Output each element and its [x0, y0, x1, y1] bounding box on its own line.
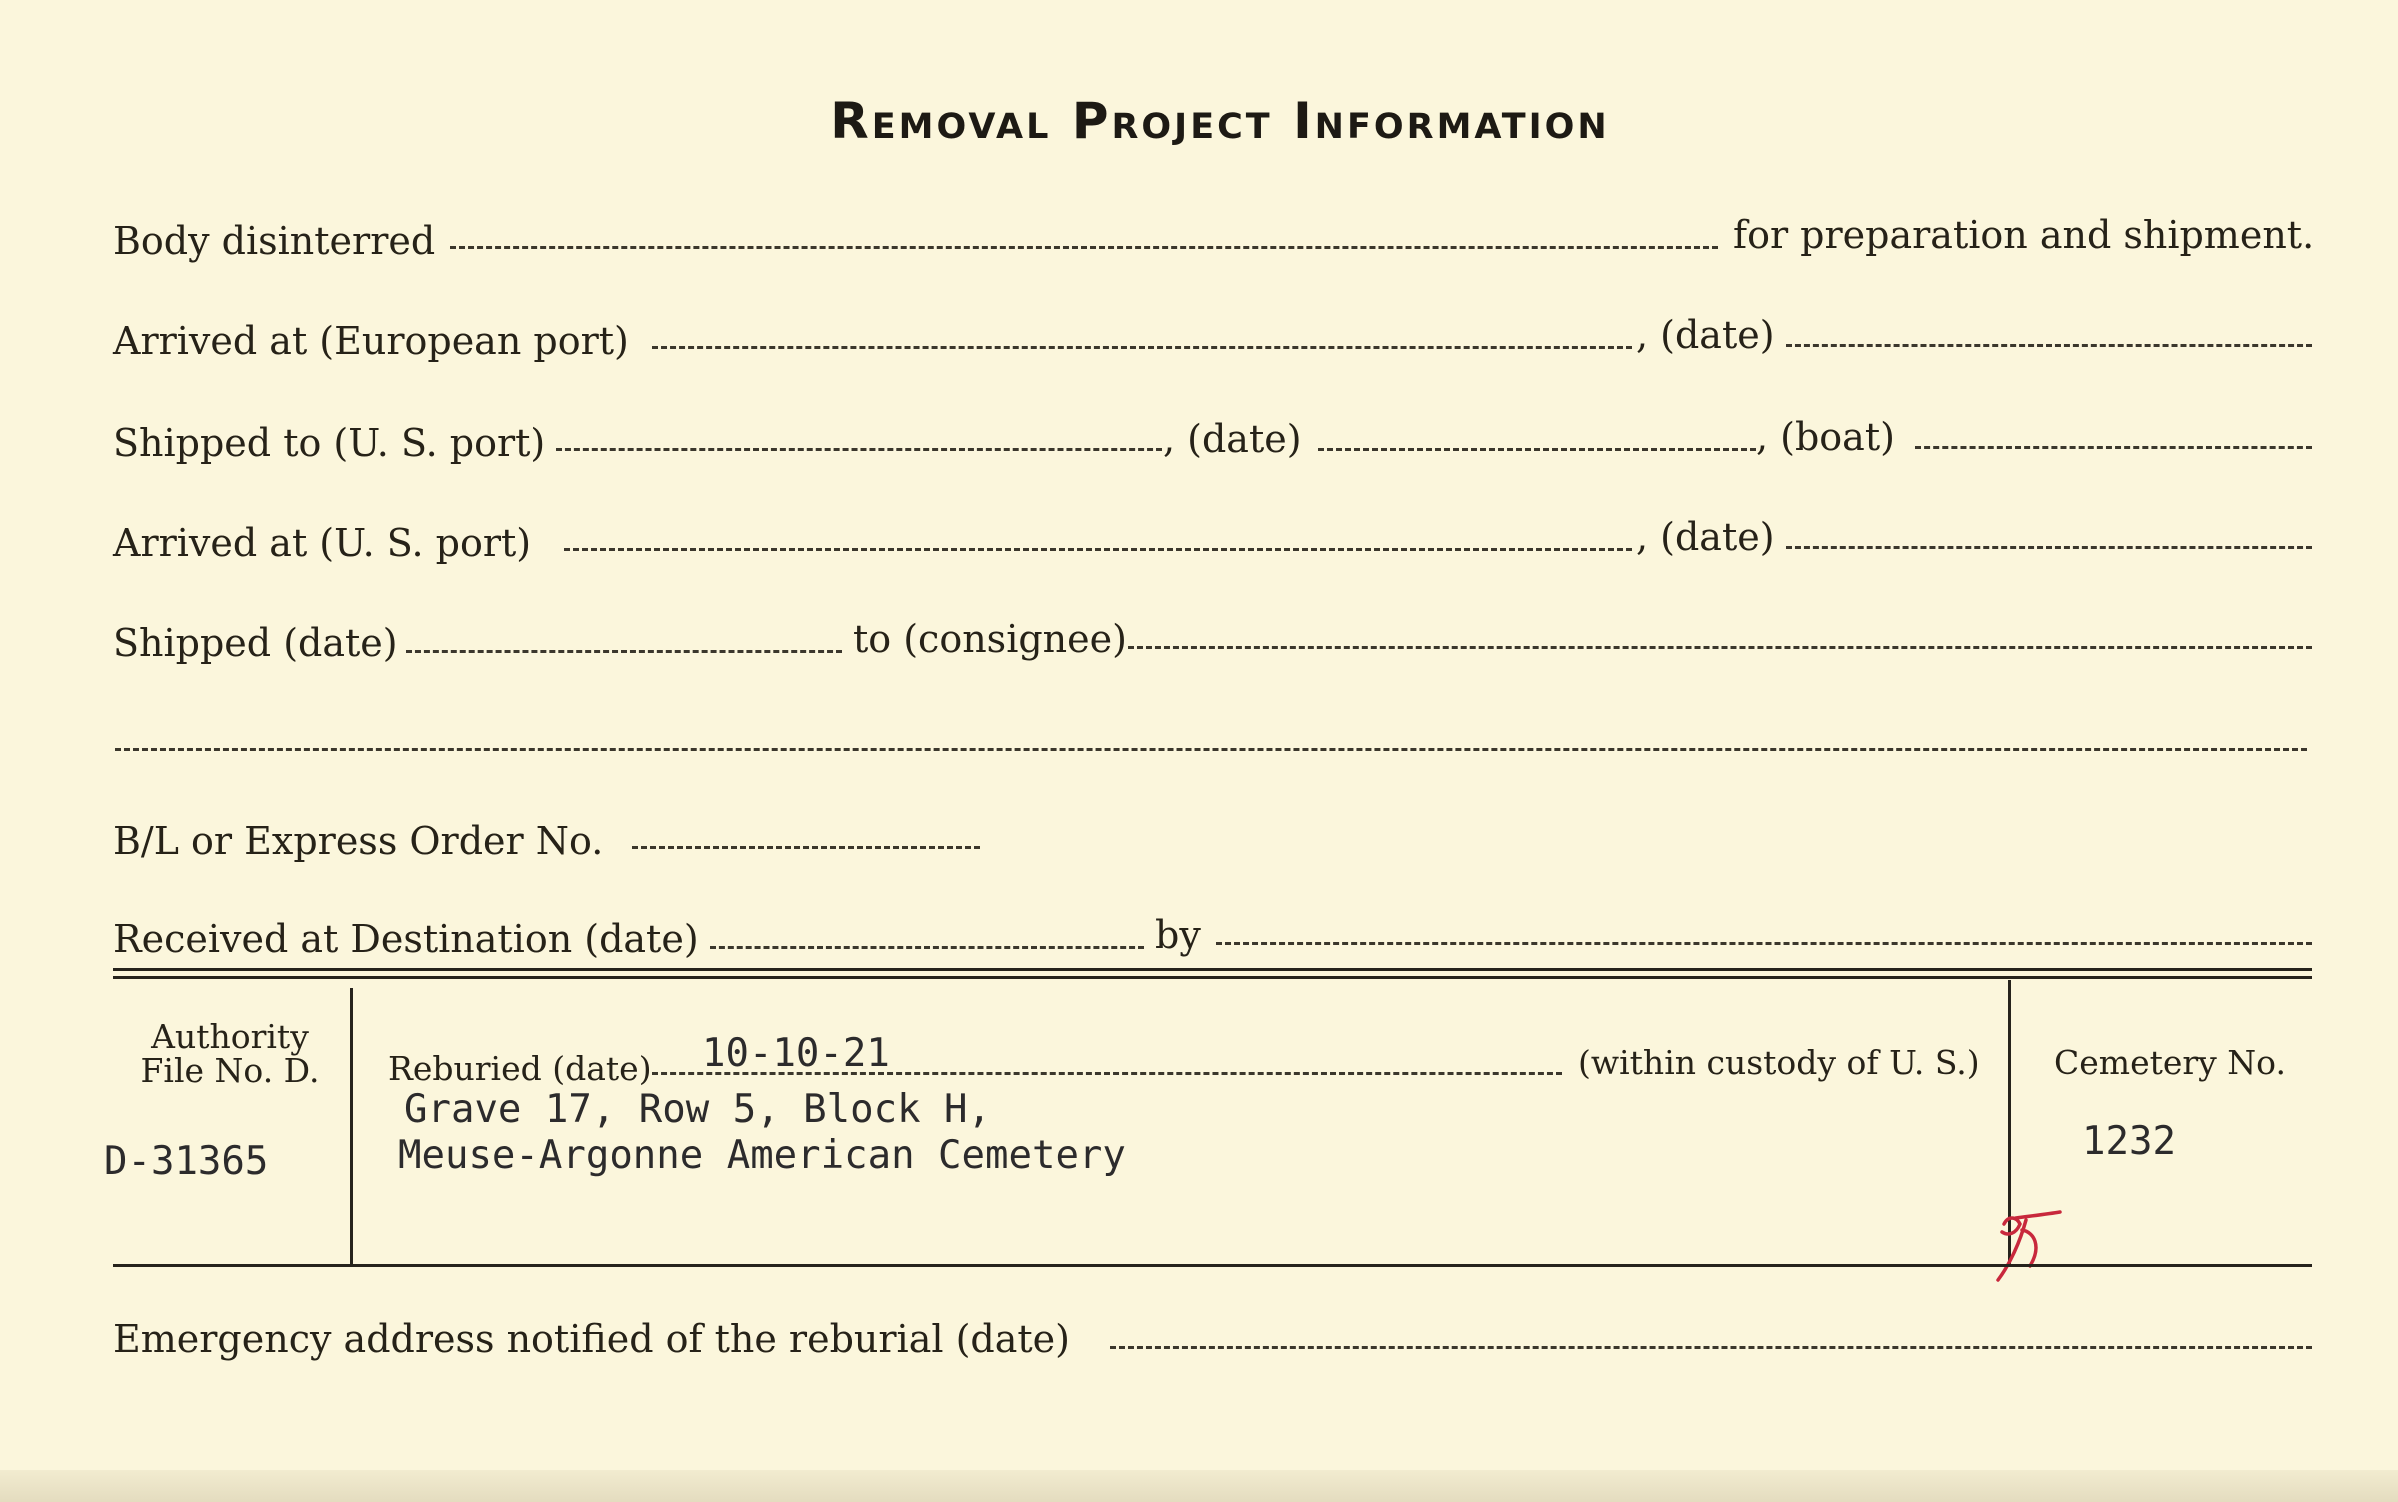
european-date-field[interactable] — [1786, 344, 2312, 347]
card-bottom-edge — [0, 1470, 2398, 1502]
consignee-label: to (consignee) — [853, 617, 1127, 661]
form-title: Removal Project Information — [830, 92, 1610, 150]
authority-label: Authority — [151, 1017, 309, 1056]
received-destination-label: Received at Destination (date) — [113, 917, 699, 961]
cemetery-no-label: Cemetery No. — [2054, 1043, 2286, 1082]
bl-express-order-label: B/L or Express Order No. — [113, 819, 604, 863]
double-rule-bottom — [113, 976, 2312, 979]
shipped-date-label: Shipped (date) — [113, 621, 398, 665]
custody-label: (within custody of U. S.) — [1578, 1043, 1980, 1082]
arrived-us-port-label: Arrived at (U. S. port) — [113, 521, 532, 565]
authority-divider — [350, 988, 353, 1264]
shipped-date-field[interactable] — [406, 650, 842, 653]
arrived-european-date-label: , (date) — [1636, 313, 1775, 357]
cemetery-no-value[interactable]: 1232 — [2082, 1119, 2176, 1164]
consignee-continuation-field[interactable] — [115, 748, 2307, 751]
body-disinterred-suffix: for preparation and shipment. — [1733, 213, 2315, 257]
emergency-date-field[interactable] — [1110, 1346, 2312, 1349]
shipped-us-port-label: Shipped to (U. S. port) — [113, 421, 546, 465]
arrived-european-port-label: Arrived at (European port) — [113, 319, 629, 363]
consignee-field[interactable] — [1128, 646, 2312, 649]
body-disinterred-field[interactable] — [450, 246, 1718, 249]
emergency-address-label: Emergency address notified of the reburial (date) — [113, 1317, 1070, 1361]
double-rule-top — [113, 968, 2312, 971]
grave-location-line[interactable]: Grave 17, Row 5, Block H, — [404, 1087, 991, 1132]
received-by-label: by — [1155, 913, 1201, 957]
body-disinterred-label: Body disinterred — [113, 219, 436, 263]
arrived-us-port-field[interactable] — [564, 548, 1632, 551]
arrived-us-date-field[interactable] — [1786, 546, 2312, 549]
us-port-field[interactable] — [556, 448, 1162, 451]
reburied-label: Reburied (date) — [388, 1049, 652, 1088]
european-port-field[interactable] — [652, 346, 1632, 349]
shipped-us-date-label: , (date) — [1163, 417, 1302, 461]
authority-file-no-value[interactable]: D-31365 — [104, 1139, 269, 1184]
arrived-us-date-label: , (date) — [1636, 515, 1775, 559]
shipped-us-date-field[interactable] — [1318, 448, 1756, 451]
received-date-field[interactable] — [710, 946, 1144, 949]
shipped-us-boat-label: , (boat) — [1756, 415, 1895, 459]
file-no-label: File No. D. — [140, 1051, 320, 1090]
received-by-field[interactable] — [1216, 942, 2312, 945]
cemetery-name-line[interactable]: Meuse-Argonne American Cemetery — [398, 1133, 1126, 1178]
section-rule — [113, 1264, 2312, 1267]
red-check-mark — [1986, 1206, 2096, 1296]
bl-express-order-field[interactable] — [632, 846, 980, 849]
reburied-date-value[interactable]: 10-10-21 — [702, 1031, 890, 1076]
boat-field[interactable] — [1915, 446, 2312, 449]
